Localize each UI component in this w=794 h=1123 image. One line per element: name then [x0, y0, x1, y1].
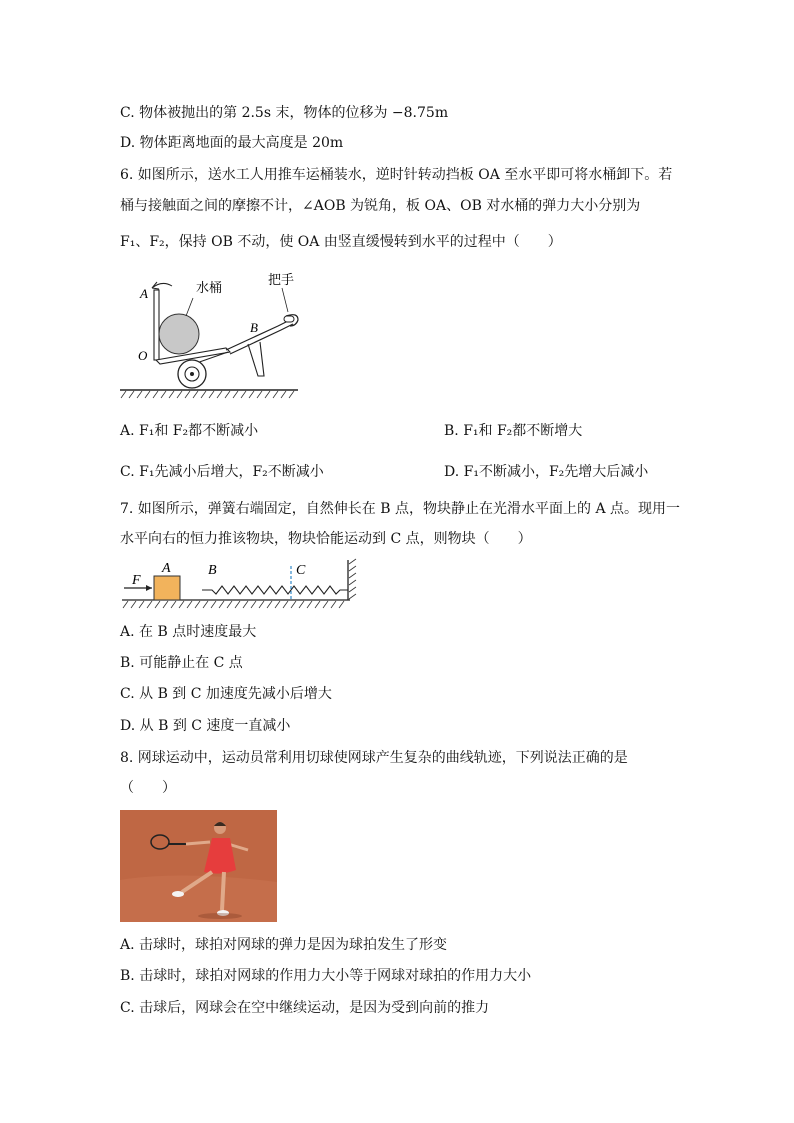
label-f: F: [132, 573, 141, 588]
q6-option-c: C. F₁先减小后增大，F₂不断减小: [120, 464, 324, 480]
q7-option-d: D. 从 B 到 C 速度一直减小: [120, 718, 291, 734]
label-o: O: [138, 348, 148, 363]
q6-cart-figure: [118, 268, 308, 400]
label-c: C: [296, 563, 306, 578]
q7-option-b: B. 可能静止在 C 点: [120, 655, 243, 671]
q7-spring-figure: [118, 556, 363, 612]
q6-option-b: B. F₁和 F₂都不断增大: [444, 423, 583, 439]
label-b: B: [250, 320, 258, 335]
q6-option-a: A. F₁和 F₂都不断减小: [120, 423, 259, 439]
q7-stem-line1: 7. 如图所示，弹簧右端固定，自然伸长在 B 点，物块静止在光滑水平面上的 A 点。现用一: [120, 501, 681, 517]
q8-option-a: A. 击球时，球拍对网球的弹力是因为球拍发生了形变: [120, 937, 448, 953]
label-a: A: [140, 286, 148, 301]
q6-stem-line3: F₁、F₂，保持 OB 不动，使 OA 由竖直缓慢转到水平的过程中（ ）: [120, 234, 562, 250]
q8-stem-line1: 8. 网球运动中，运动员常利用切球使网球产生复杂的曲线轨迹，下列说法正确的是: [120, 750, 628, 766]
label-handle: 把手: [268, 273, 295, 288]
tennis-player-illustration: [120, 810, 277, 922]
q8-option-b: B. 击球时，球拍对网球的作用力大小等于网球对球拍的作用力大小: [120, 968, 532, 984]
label-b: B: [208, 563, 217, 578]
tennis-player-photo: [120, 810, 277, 922]
q7-option-a: A. 在 B 点时速度最大: [120, 624, 257, 640]
q7-stem-line2: 水平向右的恒力推该物块，物块恰能运动到 C 点，则物块（ ）: [120, 531, 532, 547]
q6-option-d: D. F₁不断减小，F₂先增大后减小: [444, 464, 649, 480]
q6-stem-line1: 6. 如图所示，送水工人用推车运桶装水，逆时针转动挡板 OA 至水平即可将水桶卸下。若: [120, 167, 673, 183]
q7-option-c: C. 从 B 到 C 加速度先减小后增大: [120, 686, 332, 702]
q6-stem-line2: 桶与接触面之间的摩擦不计，∠AOB 为锐角，板 OA、OB 对水桶的弹力大小分别为: [120, 198, 641, 214]
q8-option-c: C. 击球后，网球会在空中继续运动，是因为受到向前的推力: [120, 1000, 490, 1016]
label-bucket: 水桶: [196, 281, 223, 296]
q5-option-d: D. 物体距离地面的最大高度是 20m: [120, 135, 344, 151]
q8-stem-line2: （ ）: [120, 780, 176, 796]
label-a: A: [162, 561, 171, 576]
q5-option-c: C. 物体被抛出的第 2.5s 末，物体的位移为 −8.75m: [120, 105, 449, 121]
